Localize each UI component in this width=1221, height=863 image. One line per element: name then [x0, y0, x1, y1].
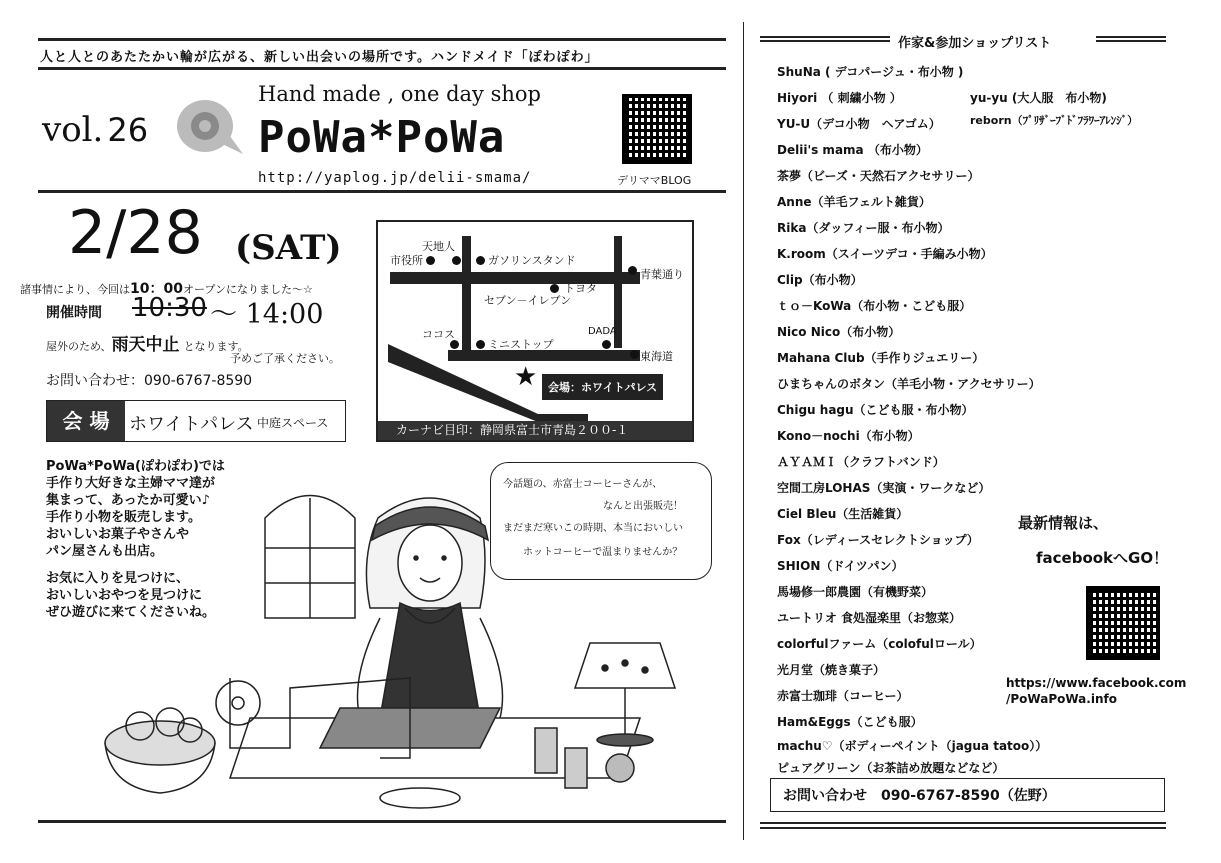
subtitle: Hand made , one day shop	[258, 82, 541, 106]
notice-suffix: オープンになりました～☆	[182, 283, 313, 296]
facebook-url-2[interactable]: /PoWaPoWa.info	[1006, 692, 1117, 706]
bubble-line: 今話題の、赤富士コーヒーさんが、	[503, 479, 663, 490]
shop-item: 馬場修一郎農園（有機野菜）	[777, 585, 934, 599]
bubble-line: まだまだ寒いこの時期、本当においしい	[503, 523, 683, 534]
shop-item: Ciel Bleu（生活雑貨）	[777, 507, 909, 521]
intro-line: ぜひ遊びに来てくださいね。	[46, 605, 216, 620]
shoplist-rule-top-a	[760, 36, 890, 38]
shop-item: machu♡（ボディーペイント（jagua tatoo））	[777, 739, 1048, 753]
notice-prefix: 諸事情により、今回は	[20, 283, 130, 296]
shop-item: Fox（レディースセレクトショップ）	[777, 533, 979, 547]
old-time: 10:30	[132, 293, 207, 323]
shop-item: ＡＹＡＭＩ（クラフトバンド）	[777, 455, 945, 469]
map-label-toyota: トヨタ	[564, 282, 597, 295]
facebook-url-1[interactable]: https://www.facebook.com	[1006, 676, 1187, 690]
shop-item: ｔｏ－KoWa（布小物・こども服）	[777, 299, 972, 313]
rain-prefix: 屋外のため、	[46, 340, 112, 353]
shoplist-contact-box	[770, 778, 1165, 812]
shop-item-right: reborn（ﾌﾟﾘｻﾞｰﾌﾞﾄﾞﾌﾗﾜｰｱﾚﾝｼﾞ）	[970, 114, 1139, 127]
shoplist-rule-top-c	[1096, 36, 1166, 38]
navi-bar: カーナビ目印：静岡県富士市青島２００-１	[378, 421, 692, 440]
shop-item: ひまちゃんのボタン（羊毛小物・アクセサリー）	[777, 377, 1041, 391]
blog-label: デリママBLOG	[617, 174, 692, 187]
vol-label	[42, 110, 148, 150]
rain-bold: 雨天中止	[111, 335, 180, 355]
tagline-rule	[38, 67, 726, 70]
shop-item: 空間工房LOHAS（実演・ワークなど）	[777, 481, 991, 495]
venue-name: ホワイトパレス	[129, 414, 254, 435]
map-dot-tenchijin	[452, 256, 461, 265]
shop-item: Delii's mama （布小物）	[777, 143, 928, 157]
shoplist-rule-bottom-b	[760, 827, 1166, 829]
map-dot-gas	[476, 256, 485, 265]
shop-item: ShuNa ( デコパージュ・布小物 )	[777, 65, 964, 79]
logo: PoWa*PoWa	[258, 112, 506, 163]
speech-icon	[175, 98, 245, 158]
vol-text: vol.	[42, 110, 104, 150]
map-label-tokaido: 東海道	[640, 350, 673, 363]
blog-qr-code[interactable]	[622, 94, 692, 164]
map-dot-aoba	[628, 266, 637, 275]
bubble-line: なんと出張販売！	[603, 501, 683, 512]
shoplist-rule-top-b	[760, 40, 890, 42]
map-label-gas: ガソリンスタンド	[488, 254, 576, 267]
contact-left: お問い合わせ：090-6767-8590	[46, 373, 253, 389]
facebook-qr-code[interactable]	[1086, 586, 1160, 660]
bottom-rule-left	[38, 820, 726, 823]
shoplist-contact: お問い合わせ 090-6767-8590（佐野）	[783, 788, 1056, 804]
venue-label: 会 場	[47, 401, 125, 441]
sewing-illustration	[60, 478, 683, 818]
intro-line: 集まって、あったか可愛い♪	[46, 493, 210, 508]
rain-suffix: となります。	[183, 340, 249, 353]
intro-line: 手作り小物を販売します。	[46, 510, 201, 525]
map-label-dada: DADA	[588, 326, 617, 337]
road-aoba	[390, 272, 640, 284]
shop-item: Nico Nico（布小物）	[777, 325, 901, 339]
shop-item: SHION（ドイツパン）	[777, 559, 904, 573]
top-rule	[38, 38, 726, 41]
shop-item: Rika（ダッフィー服・布小物）	[777, 221, 950, 235]
shoplist-rule-bottom-a	[760, 822, 1166, 824]
shop-item: K.room（スイーツデコ・手編み小物）	[777, 247, 993, 261]
bubble-line: ホットコーヒーで温まりませんか？	[523, 547, 683, 558]
shop-item: Anne（羊毛フェルト雑貨）	[777, 195, 931, 209]
event-date: 2/28	[68, 198, 203, 268]
header-bottom-rule	[38, 190, 726, 193]
map-label-cocos: ココス	[422, 328, 455, 341]
apology: 予めご了承ください。	[230, 352, 340, 365]
map-dot-tokaido	[630, 350, 639, 359]
vol-number: 26	[107, 111, 149, 149]
intro-line: パン屋さんも出店。	[46, 544, 164, 559]
notice-time: 10：00	[130, 281, 183, 297]
map-venue-label: 会場：ホワイトパレス	[542, 374, 663, 400]
tagline: 人と人とのあたたかい輪が広がる、新しい出会いの場所です。ハンドメイド「ぽわぽわ」	[40, 50, 599, 65]
map-dot-cityhall	[426, 256, 435, 265]
intro-line: おいしいおやつを見つけに	[46, 588, 203, 603]
shop-item: Kono－nochi（布小物）	[777, 429, 920, 443]
map-label-tenchijin: 天地人	[422, 240, 455, 253]
shop-item-right: yu-yu (大人服 布小物)	[970, 91, 1107, 105]
shoplist-title: 作家&参加ショップリスト	[898, 36, 1052, 51]
shop-item: Ham&Eggs（こども服）	[777, 715, 923, 729]
venue-box	[46, 400, 346, 442]
facebook-line1: 最新情報は、	[1018, 514, 1109, 532]
blog-url[interactable]: http://yaplog.jp/delii-smama/	[258, 170, 532, 186]
shop-item: colorfulファーム（colofulロール）	[777, 637, 982, 651]
shop-item: ユートリオ 食処湿楽里（お惣菜）	[777, 611, 962, 625]
intro-line: 手作り大好きな主婦ママ達が	[46, 476, 216, 491]
shop-item: Clip（布小物）	[777, 273, 863, 287]
map-label-aoba: 青葉通り	[640, 268, 684, 281]
map-label-seven: セブン－イレブン	[484, 294, 572, 307]
rain-notice	[46, 330, 249, 355]
center-divider	[743, 22, 744, 840]
star-icon: ★	[514, 362, 538, 392]
facebook-line2: facebookへGO！	[1036, 549, 1169, 567]
shoplist-rule-top-d	[1096, 40, 1166, 42]
map-dot-ministop	[476, 340, 485, 349]
shop-item: 赤富士珈琲（コーヒー）	[777, 689, 909, 703]
access-map	[376, 220, 694, 442]
road-vertical-left	[462, 236, 471, 356]
map-label-ministop: ミニストップ	[488, 338, 554, 351]
venue-sub: 中庭スペース	[257, 416, 329, 430]
new-time: ～ 14:00	[210, 299, 324, 330]
shop-item: ピュアグリーン（お茶詰め放題などなど）	[777, 761, 1005, 775]
intro-line: PoWa*PoWa(ぽわぽわ)では	[46, 459, 225, 474]
shop-item: Chigu hagu（こども服・布小物）	[777, 403, 974, 417]
shop-item: 茶夢（ビーズ・天然石アクセサリー）	[777, 169, 980, 183]
shop-item: YU-U（デコ小物 ヘアゴム）	[777, 117, 941, 131]
map-dot-dada	[602, 340, 611, 349]
shop-item: Mahana Club（手作りジュエリー）	[777, 351, 985, 365]
shop-item: 光月堂（焼き菓子）	[777, 663, 886, 677]
intro-line: お気に入りを見つけに、	[46, 571, 190, 586]
intro-line: おいしいお菓子やさんや	[46, 527, 190, 542]
hours-label: 開催時間	[46, 305, 102, 321]
map-label-cityhall: 市役所	[390, 254, 423, 267]
event-day: (SAT)	[235, 228, 342, 268]
shop-item: Hiyori （ 刺繍小物 ）	[777, 91, 902, 105]
